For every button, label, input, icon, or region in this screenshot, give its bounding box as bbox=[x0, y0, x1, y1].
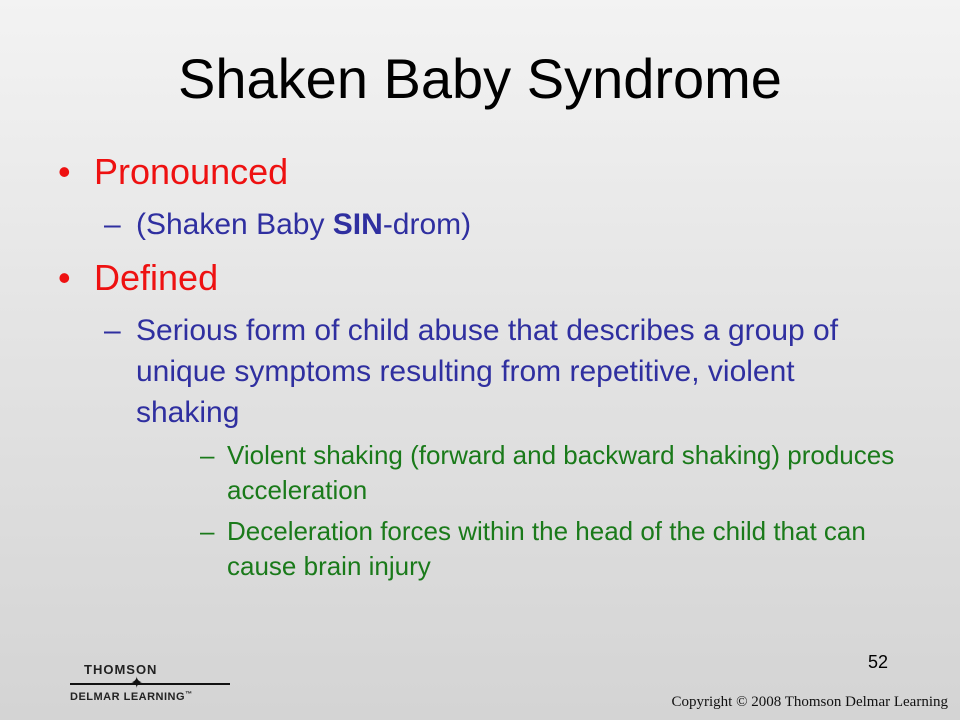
bullet-defined bbox=[58, 256, 218, 300]
dash: – bbox=[104, 314, 121, 347]
dash: – bbox=[200, 516, 215, 546]
definition-body: Serious form of child abuse that describes a group of unique symptoms resulting from repetitive, violent shaking bbox=[136, 314, 839, 429]
detail-text: Violent shaking (forward and backward shaking) produces acceleration bbox=[227, 440, 895, 505]
bullet-heading: Defined bbox=[94, 257, 219, 298]
trademark-mark: ™ bbox=[185, 691, 193, 698]
dash: – bbox=[200, 440, 215, 470]
pronunciation-suffix: -drom) bbox=[382, 208, 472, 241]
page-number: 52 bbox=[867, 652, 888, 672]
slide-title: Shaken Baby Syndrome bbox=[178, 47, 782, 110]
logo-brand: THOMSON bbox=[84, 662, 158, 677]
detail-deceleration bbox=[200, 514, 900, 584]
bullet-dot: • bbox=[58, 257, 71, 298]
bullet-dot: • bbox=[58, 151, 71, 192]
detail-acceleration bbox=[200, 438, 920, 508]
thomson-delmar-logo bbox=[70, 662, 230, 703]
pronunciation-line bbox=[104, 204, 804, 245]
definition-text bbox=[104, 310, 874, 433]
detail-text: Deceleration forces within the head of the child that can cause brain injury bbox=[227, 516, 866, 581]
pronunciation-prefix: (Shaken Baby bbox=[136, 208, 333, 241]
logo-star-line bbox=[70, 677, 230, 691]
dash: – bbox=[104, 208, 121, 241]
pronunciation-stress: SIN bbox=[332, 208, 383, 241]
bullet-pronounced bbox=[58, 150, 288, 194]
copyright-notice: Copyright © 2008 Thomson Delmar Learning bbox=[671, 694, 948, 710]
logo-subtitle: DELMAR LEARNING bbox=[70, 691, 186, 703]
star-icon: ✦ bbox=[130, 675, 144, 692]
bullet-heading: Pronounced bbox=[94, 151, 289, 192]
